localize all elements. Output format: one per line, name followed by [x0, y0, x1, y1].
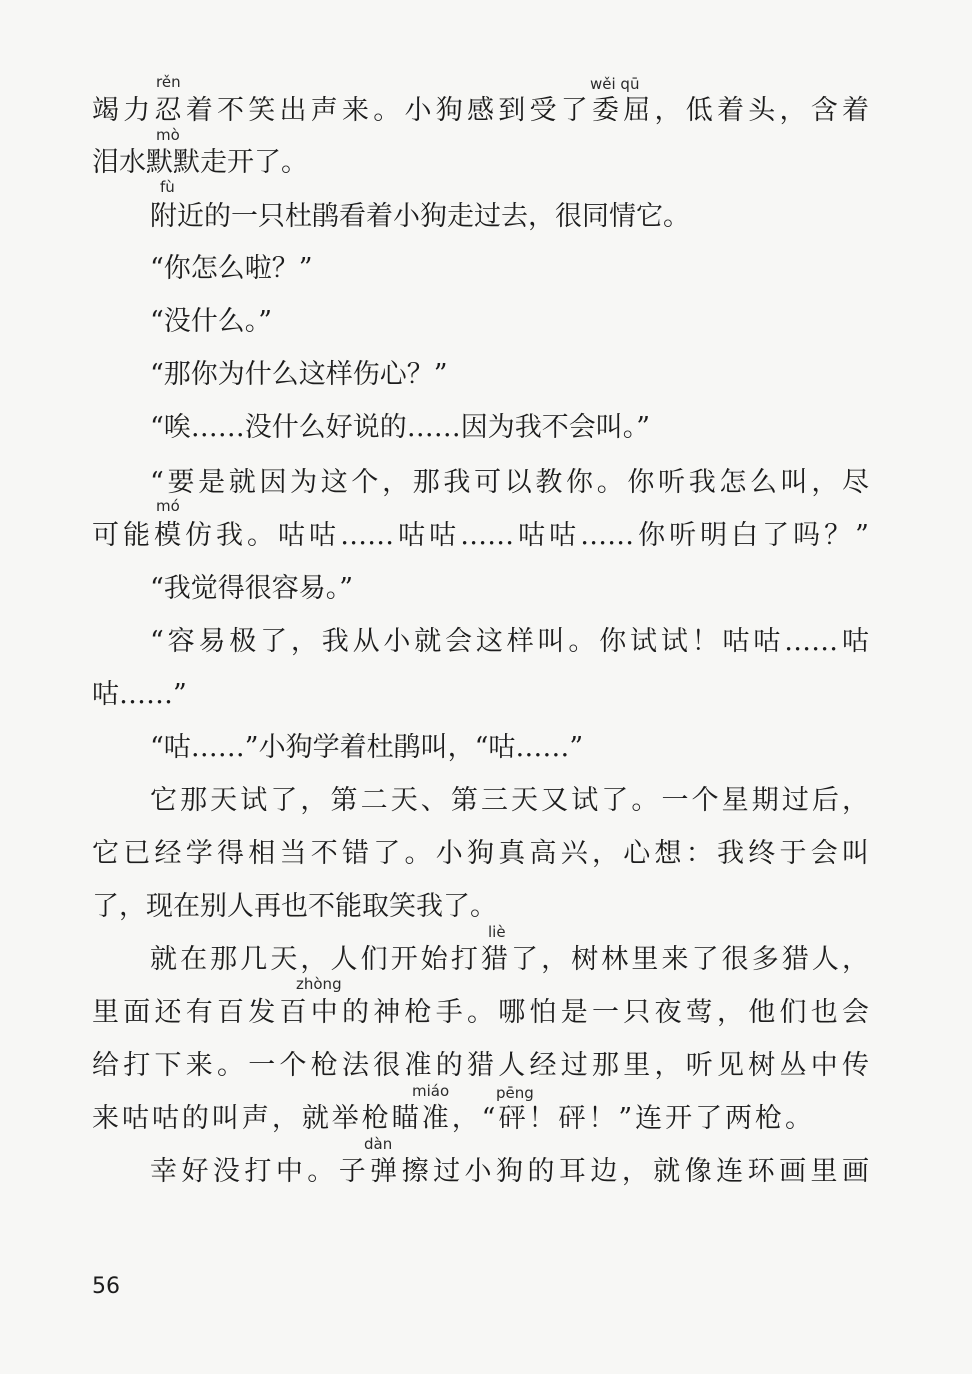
text-line: 它已经学得相当不错了。小狗真高兴，心想：我终于会叫: [92, 838, 869, 869]
pinyin-lie: liè: [488, 923, 506, 941]
text-line: “我觉得很容易。”: [150, 573, 354, 604]
pinyin-mo-2: mó: [156, 497, 180, 515]
text-line: 里面还有百发百中的神枪手。哪怕是一只夜莺，他们也会: [92, 997, 869, 1028]
text-line: 竭力忍着不笑出声来。小狗感到受了委屈，低着头，含着: [92, 95, 869, 126]
text-line: “唉……没什么好说的……因为我不会叫。”: [150, 412, 651, 443]
text-line: 可能模仿我。咕咕……咕咕……咕咕……你听明白了吗？”: [92, 520, 869, 551]
page-number: 56: [92, 1274, 120, 1299]
text-line: 来咕咕的叫声，就举枪瞄准，“砰！砰！”连开了两枪。: [92, 1103, 812, 1134]
text-line: “咕……”小狗学着杜鹃叫，“咕……”: [150, 732, 584, 763]
pinyin-miao: miáo: [412, 1082, 450, 1100]
pinyin-fu: fù: [160, 178, 175, 196]
text-line: 它那天试了，第二天、第三天又试了。一个星期过后，: [150, 785, 869, 816]
text-line: 泪水默默走开了。: [92, 147, 308, 178]
text-line: 附近的一只杜鹃看着小狗走过去，很同情它。: [150, 201, 690, 232]
text-line: 了，现在别人再也不能取笑我了。: [92, 891, 497, 922]
text-line: 给打下来。一个枪法很准的猎人经过那里，听见树丛中传: [92, 1050, 869, 1081]
pinyin-weiqu: wěi qū: [590, 75, 640, 93]
text-line: “没什么。”: [150, 306, 273, 337]
text-line: “那你为什么这样伤心？”: [150, 359, 448, 390]
text-line: 就在那几天，人们开始打猎了，树林里来了很多猎人，: [150, 944, 869, 975]
pinyin-mo: mò: [156, 126, 180, 144]
text-line: 咕……”: [92, 679, 187, 710]
text-line: “你怎么啦？”: [150, 253, 313, 284]
pinyin-ren: rěn: [156, 73, 181, 91]
text-line: 幸好没打中。子弹擦过小狗的耳边，就像连环画里画: [150, 1156, 869, 1187]
pinyin-zhong: zhòng: [296, 975, 342, 993]
pinyin-dan: dàn: [364, 1135, 393, 1153]
text-line: “容易极了，我从小就会这样叫。你试试！咕咕……咕: [150, 626, 869, 657]
pinyin-peng: pēng: [496, 1084, 534, 1102]
text-line: “要是就因为这个，那我可以教你。你听我怎么叫，尽: [150, 467, 869, 498]
